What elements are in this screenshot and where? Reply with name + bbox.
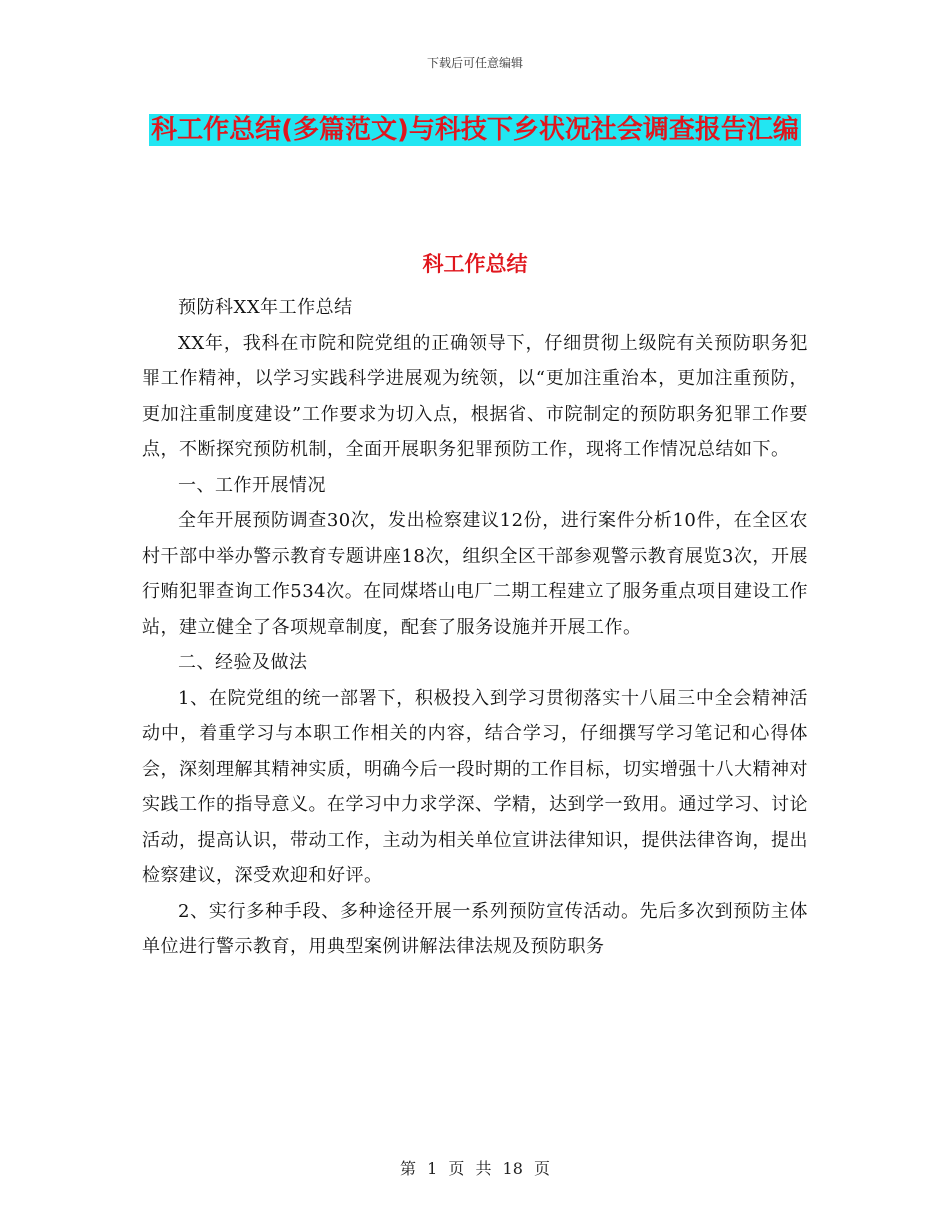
paragraph-subtitle: 预防科XX年工作总结 [178, 297, 353, 318]
document-title [140, 108, 810, 152]
paragraph-work-status: 全年开展预防调查30次，发出检察建议12份，进行案件分析10件，在全区农村干部中举办警示教育专题讲座18次，组织全区干部参观警示教育展览3次，开展行贿犯罪查询工作534次。在同煤塔山电厂二期工程建立了服务重点项目建设工作站，建立健全了各项规章制度，配套了服务设施并开展工作。 [142, 510, 808, 638]
paragraph-intro: XX年，我科在市院和院党组的正确领导下，仔细贯彻上级院有关预防职务犯罪工作精神，以学习实践科学进展观为统领，以“更加注重治本，更加注重预防，更加注重制度建设”工作要求为切入点，根据省、市院制定的预防职务犯罪工作要点，不断探究预防机制，全面开展职务犯罪预防工作，现将工作情况总结如下。 [142, 332, 808, 460]
header-note: 下载后可任意编辑 [426, 56, 523, 70]
page-number: 第 1 页 共 18 页 [400, 1159, 550, 1178]
paragraph-item-1: 1、在院党组的统一部署下，积极投入到学习贯彻落实十八届三中全会精神活动中，着重学习与本职工作相关的内容，结合学习，仔细撰写学习笔记和心得体会，深刻理解其精神实质，明确今后一段时期的工作目标，切实增强十八大精神对实践工作的指导意义。在学习中力求学深、学精，达到学一致用。通过学习、讨论活动，提高认识，带动工作，主动为相关单位宣讲法律知识，提供法律咨询，提出检察建议，深受欢迎和好评。 [142, 687, 808, 886]
paragraph-heading-1: 一、工作开展情况 [178, 474, 326, 496]
paragraph-item-2: 2、实行多种手段、多种途径开展一系列预防宣传活动。先后多次到预防主体单位进行警示教育，用典型案例讲解法律法规及预防职务 [142, 900, 808, 957]
document-body [142, 290, 808, 965]
document-title-text: 科工作总结(多篇范文)与科技下乡状况社会调查报告汇编 [151, 115, 799, 145]
section-title: 科工作总结 [422, 252, 528, 276]
paragraph-heading-2: 二、经验及做法 [178, 652, 308, 673]
